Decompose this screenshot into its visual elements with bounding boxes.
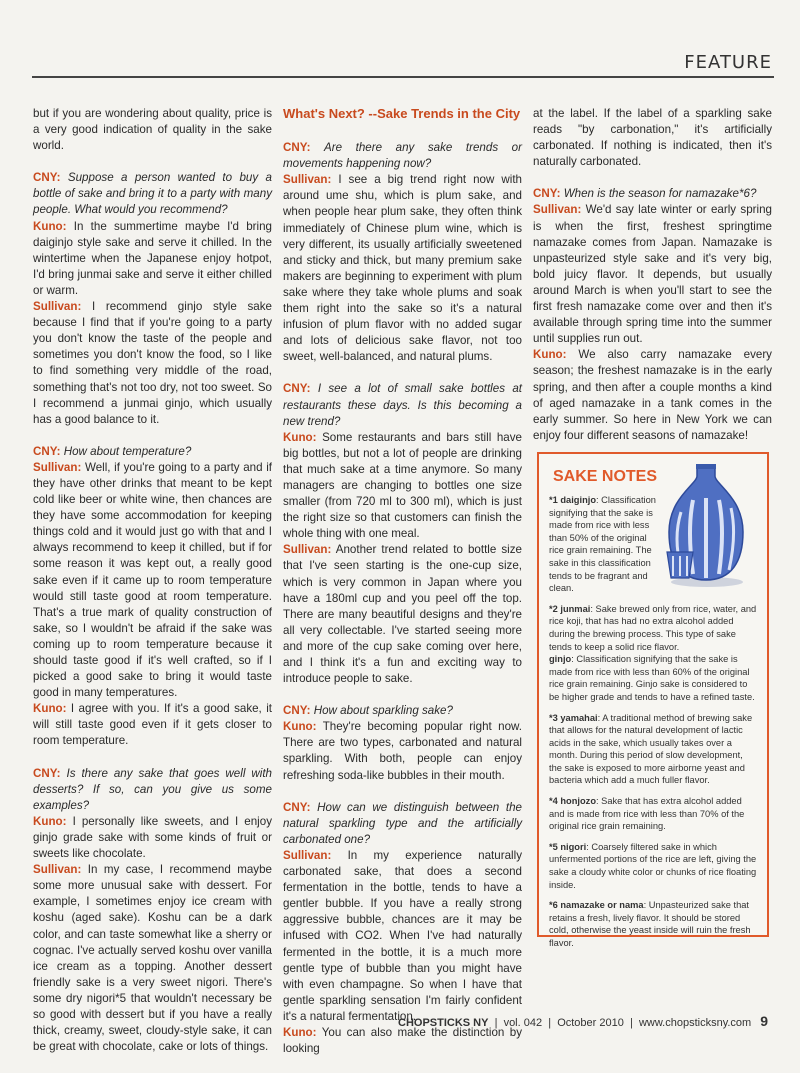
answer-text: Some restaurants and bars still have big bottles, but not a lot of people are drinking that much sake at a time anymore. So many managers are changing to bottles one size smaller (from 720 ml to 300 ml), which is just the right size so that customers can finish the whole thing with one meal. [283, 430, 522, 541]
paragraph [283, 848, 522, 1025]
paragraph [33, 106, 272, 154]
paragraph [33, 862, 272, 1055]
speaker-label: Sullivan: [533, 203, 582, 217]
paragraph [33, 460, 272, 701]
sake-note [549, 653, 757, 703]
paragraph [533, 202, 772, 347]
speaker-label: Sullivan: [33, 460, 82, 474]
sake-notes-box [537, 452, 769, 948]
question-text: How about sparkling sake? [313, 704, 453, 718]
answer-text: at the label. If the label of a sparkling sake reads "by carbonation," it's artificially carbonated. If nothing is indicated, then it's naturally carbonated. [533, 107, 772, 169]
paragraph [283, 140, 522, 172]
answer-text: I recommend ginjo style sake because I find that if you're going to a party you don't know the taste of the people and sometimes you don't know the food, so I like to find something very middle of the road, something that's not too dry, not too sweet. So I recommend a junmai ginjo, which usually has a good balance to it. [33, 300, 272, 426]
question-text: How can we distinguish between the natural sparkling type and the artificially carbonated one? [283, 800, 522, 846]
note-term: *5 nigori [549, 841, 587, 852]
answer-text: You can also make the distinction by looking [283, 1025, 523, 1056]
answer-text: In the summertime maybe I'd bring daiginjo style sake and serve it chilled. In the wintertime when the Japanese enjoy hotpot, I'd bring junmai sake and serve it either chilled or warm. [33, 219, 272, 297]
answer-text: Another trend related to bottle size that I've seen starting is the one-cup size, which is very common in Japan where you have a 180ml cup and you peel off the top. There are many beautiful designs and they're all very collectable. I've started seeing more and more of the cup sake coming over here, and I think it's a fun and exciting way to introduce people to sake. [283, 543, 522, 686]
speaker-label: CNY: [283, 382, 311, 396]
answer-text: I agree with you. If it's a good sake, it will still taste good even if it gets closer to room temperature. [33, 702, 272, 748]
speaker-label: Kuno: [33, 814, 67, 828]
speaker-label: CNY: [283, 800, 311, 814]
paragraph [533, 186, 772, 202]
speaker-label: Sullivan: [33, 300, 82, 314]
speaker-label: CNY: [533, 187, 561, 201]
sake-bottle-icon [663, 460, 759, 588]
note-term: ginjo [549, 654, 572, 665]
speaker-label: CNY: [33, 766, 61, 780]
footer-volume: vol. 042 [503, 1017, 543, 1029]
paragraph [283, 719, 522, 783]
page-number: 9 [760, 1013, 769, 1029]
answer-text: We also carry namazake every season; the freshest namazake is in the early spring, and then after a couple months a kind of aged namazake in a tank comes in the early summer. So here in New York we can enjoy four different seasons of namazake! [533, 348, 772, 442]
speaker-label: Kuno: [283, 1025, 317, 1039]
sake-note [549, 795, 757, 833]
column-1 [33, 106, 272, 1071]
paragraph [283, 703, 522, 719]
column-3 [533, 106, 772, 460]
speaker-label: Sullivan: [33, 863, 82, 877]
footer-date: October 2010 [557, 1017, 624, 1029]
paragraph [533, 347, 772, 444]
page-footer: CHOPSTICKS NY | vol. 042 | October 2010 | www.chopsticksny.com 9 [398, 1013, 769, 1029]
paragraph [283, 1025, 522, 1057]
answer-text: In my case, I recommend maybe some more unusual sake with dessert. For example, I sometimes enjoy ice cream with koshu (aged sake). Koshu can be a dark color, and can taste somewhat like a sherry or cognac. I've actually served koshu over vanilla ice cream as a topping. Another dessert friendly sake is a very sweet nigori. There's some dry nigori*5 that wouldn't necessary be so good with dessert but if you have a really thick, creamy, sweet, cloudy-style sake, it can be great with chocolate, cake or lots of things. [33, 863, 272, 1054]
speaker-label: Kuno: [283, 720, 317, 734]
paragraph [283, 542, 522, 687]
paragraph [33, 444, 272, 460]
answer-text: In my experience naturally carbonated sake, that does a second fermentation in the bottle, tends to have a gentler bubble. If you have a really strong aggressive bubble, chances are it may be infused with CO2. When I've had naturally fermented in the bottle, it is a much more gentle type of bubble than you might have with even champagne. So when I have that gentle sparkling sensation I'm fairly confident it's a natural fermentation. [283, 848, 522, 1023]
footer-url[interactable]: www.chopsticksny.com [638, 1017, 752, 1029]
paragraph [533, 106, 772, 170]
sake-notes-title: SAKE NOTES [553, 468, 658, 485]
sake-note [549, 712, 757, 788]
speaker-label: CNY: [283, 704, 311, 718]
speaker-label: CNY: [33, 171, 61, 185]
paragraph [33, 219, 272, 299]
paragraph [33, 170, 272, 218]
note-term: *3 yamahai [549, 712, 598, 723]
section-label: FEATURE [684, 52, 772, 73]
note-definition: : Classification signifying that the sake is made from rice with less than 60% of the original rice grain remaining. Ginjo sake is considered to be higher grade and tends to have a refined taste. [549, 654, 755, 702]
trends-heading: What's Next? --Sake Trends in the City [283, 106, 521, 121]
answer-text: I see a big trend right now with around ume shu, which is plum sake, and when people hear plum sake, they often think immediately of Chinese plum wine, which is very different, its usually artificially sweetened and sticky and thick, but many premium sake makers are beginning to experiment with plum sake where they take whole plums and soak them right into the sake so it's a natural infusion of plum flavor with no added sugar and lots of delicious sake flavor, not too sweet, well-balanced, and natural plums. [283, 173, 522, 364]
paragraph [33, 299, 272, 428]
paragraph [283, 172, 522, 365]
answer-text: but if you are wondering about quality, price is a very good indication of quality in the sake world. [33, 107, 272, 153]
paragraph [33, 766, 272, 814]
note-definition: : Classification signifying that the sake is made from rice with less than 50% of the original rice grain remaining. The sake in this classification tends to be fragrant and clean. [549, 495, 656, 594]
answer-text: Well, if you're going to a party and if they have other drinks that meant to be kept cold like beer or white wine, then chances are they have some accommodation for keeping things cold and it would just go with that and I always recommend to keep it chilled, but if for some reason it was kept out, a really good sake even if it came up to room temperature would still taste good at room temperature. That's a true mark of quality construction of sake, so I wouldn't be afraid if the sake was coming up to room temperature because it should taste good if it's well crafted, so if I picked a good sake to bring it would taste good in many temperatures. [33, 460, 272, 700]
speaker-label: CNY: [33, 444, 61, 458]
answer-text: I personally like sweets, and I enjoy ginjo grade sake with some kinds of fruit or sweets like chocolate. [33, 814, 272, 861]
speaker-label: Sullivan: [283, 173, 332, 187]
note-definition: : Unpasteurized sake that retains a fresh, lively flavor. It should be stored cold, otherwise the yeast inside will ruin the fresh flavor. [549, 900, 751, 948]
speaker-label: Sullivan: [283, 848, 332, 862]
speaker-label: CNY: [283, 141, 311, 155]
footer-brand: CHOPSTICKS NY [398, 1017, 489, 1029]
note-definition: : A traditional method of brewing sake that allows for the natural development of lactic acids in the sake, which usually takes over a month. During this period of slow development, the sake is exposed to more airborne yeast and bacteria which add a much fuller flavor. [549, 712, 753, 786]
question-text: Is there any sake that goes well with desserts? If so, can you give us some examples? [33, 766, 272, 812]
note-definition: : Sake brewed only from rice, water, and rice koji, that has had no extra alcohol added during the brewing process. This type of sake tends to keep a solid rice flavor. [549, 603, 757, 652]
paragraph [33, 814, 272, 862]
paragraph [283, 430, 522, 543]
paragraph [33, 701, 272, 749]
note-term: *2 junmai [549, 603, 591, 614]
note-term: *6 namazake or nama [549, 900, 644, 911]
answer-text: We'd say late winter or early spring is when the first, freshest springtime namazake comes from Japan. Namazake is unpasteurized style sake and it's very big, bold juicy flavor. It depends, but usually around March is when you'll start to see the first fresh namazake come over and then it's available through spring time into the summer until supplies run out. [533, 203, 772, 346]
speaker-label: Kuno: [533, 348, 567, 362]
speaker-label: Kuno: [283, 430, 317, 444]
note-definition: : Coarsely filtered sake in which unfermented portions of the rice are left, giving the sake a cloudy white color or chunks of rice floating inside. [549, 841, 757, 890]
note-definition: : Sake that has extra alcohol added and is made from rice with less than 70% of the original rice grain remaining. [549, 796, 745, 832]
column-2 [283, 106, 522, 1073]
speaker-label: Kuno: [33, 219, 67, 233]
question-text: Suppose a person wanted to buy a bottle of sake and bring it to a party with many people. What would you recommend? [33, 171, 272, 217]
sake-note [549, 841, 757, 891]
sake-note [549, 603, 757, 653]
note-term: *4 honjozo [549, 796, 596, 807]
paragraph [283, 381, 522, 429]
question-text: I see a lot of small sake bottles at restaurants these days. Is this becoming a new trend? [283, 382, 522, 428]
question-text: When is the season for namazake*6? [563, 187, 757, 201]
sake-note [549, 899, 757, 949]
note-term: *1 daiginjo [549, 495, 597, 505]
question-text: Are there any sake trends or movements happening now? [283, 141, 522, 171]
paragraph [283, 800, 522, 848]
sake-note [549, 494, 661, 595]
answer-text: They're becoming popular right now. There are two types, carbonated and natural sparkling. With both, people can enjoy refreshing soda-like bubbles in their mouth. [283, 720, 523, 782]
question-text: How about temperature? [63, 444, 192, 458]
top-rule [32, 76, 774, 78]
speaker-label: Sullivan: [283, 543, 332, 557]
speaker-label: Kuno: [33, 702, 67, 716]
